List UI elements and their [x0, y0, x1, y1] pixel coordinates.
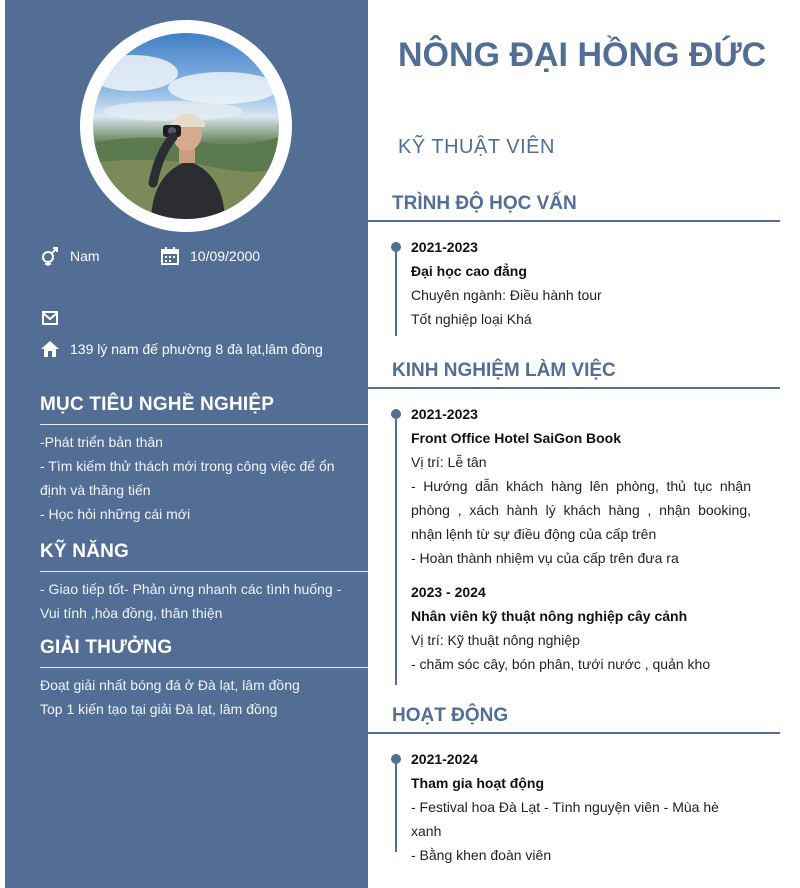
skills-body [40, 577, 345, 625]
awards-heading: GIẢI THƯỞNG [40, 637, 173, 658]
activities-heading: HOẠT ĐỘNG [392, 705, 509, 726]
experience-entry [411, 580, 751, 676]
awards-line: Top 1 kiến tạo tại giải Đà lạt, lâm đồng [40, 701, 278, 717]
birthdate-text: 10/09/2000 [190, 248, 261, 264]
skills-heading: KỸ NĂNG [40, 541, 130, 562]
entry-line: Vị trí: Kỹ thuật nông nghiệp [411, 632, 580, 648]
avatar-frame [80, 20, 292, 232]
gender-text: Nam [70, 248, 100, 264]
job-title: KỸ THUẬT VIÊN [398, 136, 555, 158]
objective-body [40, 430, 345, 526]
activities-entry [411, 747, 751, 867]
awards-line: Đoạt giải nhất bóng đá ở Đà lạt, lâm đồng [40, 677, 300, 693]
avatar [93, 33, 279, 219]
objective-divider [40, 424, 368, 425]
entry-years: 2021-2023 [411, 406, 478, 422]
entry-years: 2023 - 2024 [411, 584, 486, 600]
entry-line: - chăm sóc cây, bón phân, tưới nước , quản kho [411, 656, 711, 672]
entry-org: Front Office Hotel SaiGon Book [411, 430, 622, 446]
timeline-dot [391, 242, 401, 252]
email-row [40, 308, 70, 328]
entry-org: Tham gia hoạt động [411, 775, 544, 791]
education-heading: TRÌNH ĐỘ HỌC VẤN [392, 193, 577, 214]
timeline-dot [391, 754, 401, 764]
experience-heading: KINH NGHIỆM LÀM VIỆC [392, 360, 616, 381]
address-row [40, 339, 323, 359]
entry-line: - Festival hoa Đà Lạt - Tình nguyện viên - Mùa hè xanh [411, 799, 719, 839]
skills-divider [40, 571, 368, 572]
entry-line: Chuyên ngành: Điều hành tour [411, 287, 602, 303]
portrait-illustration [93, 33, 279, 219]
education-entry [411, 235, 751, 331]
experience-timeline [395, 409, 397, 685]
entry-line: - Hướng dẫn khách hàng lên phòng, thủ tục nhận phòng , xách hành lý khách hàng , nhận booking, nhận lệnh từ sự điều động của cấp trên [411, 478, 751, 542]
objective-line: -Phát triển bản thân [40, 434, 163, 450]
experience-divider [368, 387, 780, 389]
address-text: 139 lý nam đế phường 8 đà lạt,lâm đồng [70, 341, 323, 357]
awards-body [40, 673, 345, 721]
activities-timeline [395, 754, 397, 852]
entry-line: - Bằng khen đoàn viên [411, 847, 552, 863]
timeline-dot [391, 409, 401, 419]
candidate-name: NÔNG ĐẠI HỒNG ĐỨC [398, 36, 767, 74]
awards-divider [40, 667, 368, 668]
sidebar [5, 0, 368, 888]
entry-line: Tốt nghiệp loại Khá [411, 311, 532, 327]
entry-line: - Hoàn thành nhiệm vụ của cấp trên đưa ra [411, 550, 679, 566]
birthdate-row [160, 246, 260, 266]
entry-years: 2021-2023 [411, 239, 478, 255]
entry-line: Vị trí: Lễ tân [411, 454, 487, 470]
entry-org: Đại học cao đẳng [411, 263, 527, 279]
entry-org: Nhân viên kỹ thuật nông nghiệp cây cảnh [411, 608, 688, 624]
skills-line: - Giao tiếp tốt- Phản ứng nhanh các tình huống - Vui tính ,hòa đồng, thân thiện [40, 581, 342, 621]
activities-divider [368, 732, 780, 734]
email-icon [40, 308, 60, 328]
home-icon [40, 339, 60, 359]
experience-entry [411, 402, 751, 570]
calendar-icon [160, 246, 180, 266]
education-timeline [395, 242, 397, 336]
objective-heading: MỤC TIÊU NGHỀ NGHIỆP [40, 394, 275, 415]
gender-row [40, 246, 100, 266]
objective-line: - Tìm kiếm thử thách mới trong công việc để ổn định và thăng tiến [40, 458, 335, 498]
objective-line: - Học hỏi những cái mới [40, 506, 191, 522]
gender-icon [40, 246, 60, 266]
education-divider [368, 220, 780, 222]
entry-years: 2021-2024 [411, 751, 478, 767]
